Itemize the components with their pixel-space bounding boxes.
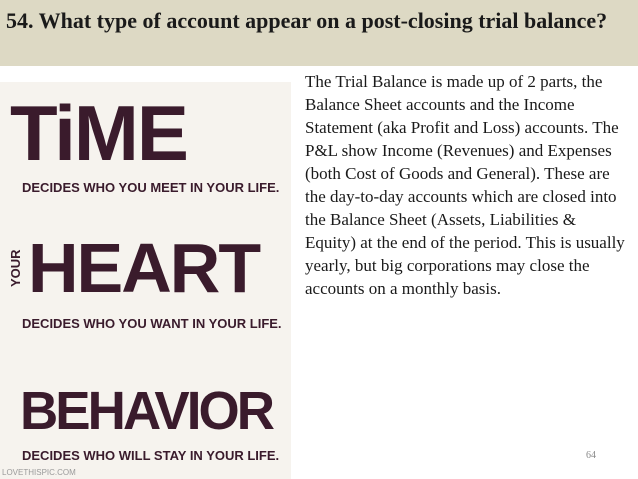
- poster-behavior-word: BEHAVIOR: [20, 381, 274, 441]
- poster-heart-caption: DECIDES WHO YOU WANT IN YOUR LIFE.: [22, 316, 282, 331]
- quote-poster-graphic: [0, 82, 291, 479]
- slide-title-bar: [0, 0, 638, 66]
- poster-time-caption: DECIDES WHO YOU MEET IN YOUR LIFE.: [22, 180, 280, 195]
- poster-behavior-caption: DECIDES WHO WILL STAY IN YOUR LIFE.: [22, 448, 280, 463]
- poster-watermark: LOVETHISPIC.COM: [2, 468, 76, 477]
- poster-heart-word: HEART: [28, 229, 260, 307]
- poster-time-word: TiME: [10, 89, 187, 177]
- slide-page-number: 64: [586, 450, 596, 461]
- slide-title: 54. What type of account appear on a post-closing trial balance?: [6, 8, 608, 33]
- poster-your-word: YOUR: [8, 249, 23, 287]
- quote-poster-image: [0, 82, 291, 479]
- slide-body-text: The Trial Balance is made up of 2 parts, the Balance Sheet accounts and the Income Statement (aka Profit and Loss) accounts. The P&L show Income (Revenues) and Expenses (both Cost of Goods and General). These are the day-to-day accounts which are closed into the Balance Sheet (Assets, Liabilities & Equity) at the end of the period. This is usually yearly, but big corporations may close the accounts on a monthly basis.: [305, 72, 625, 298]
